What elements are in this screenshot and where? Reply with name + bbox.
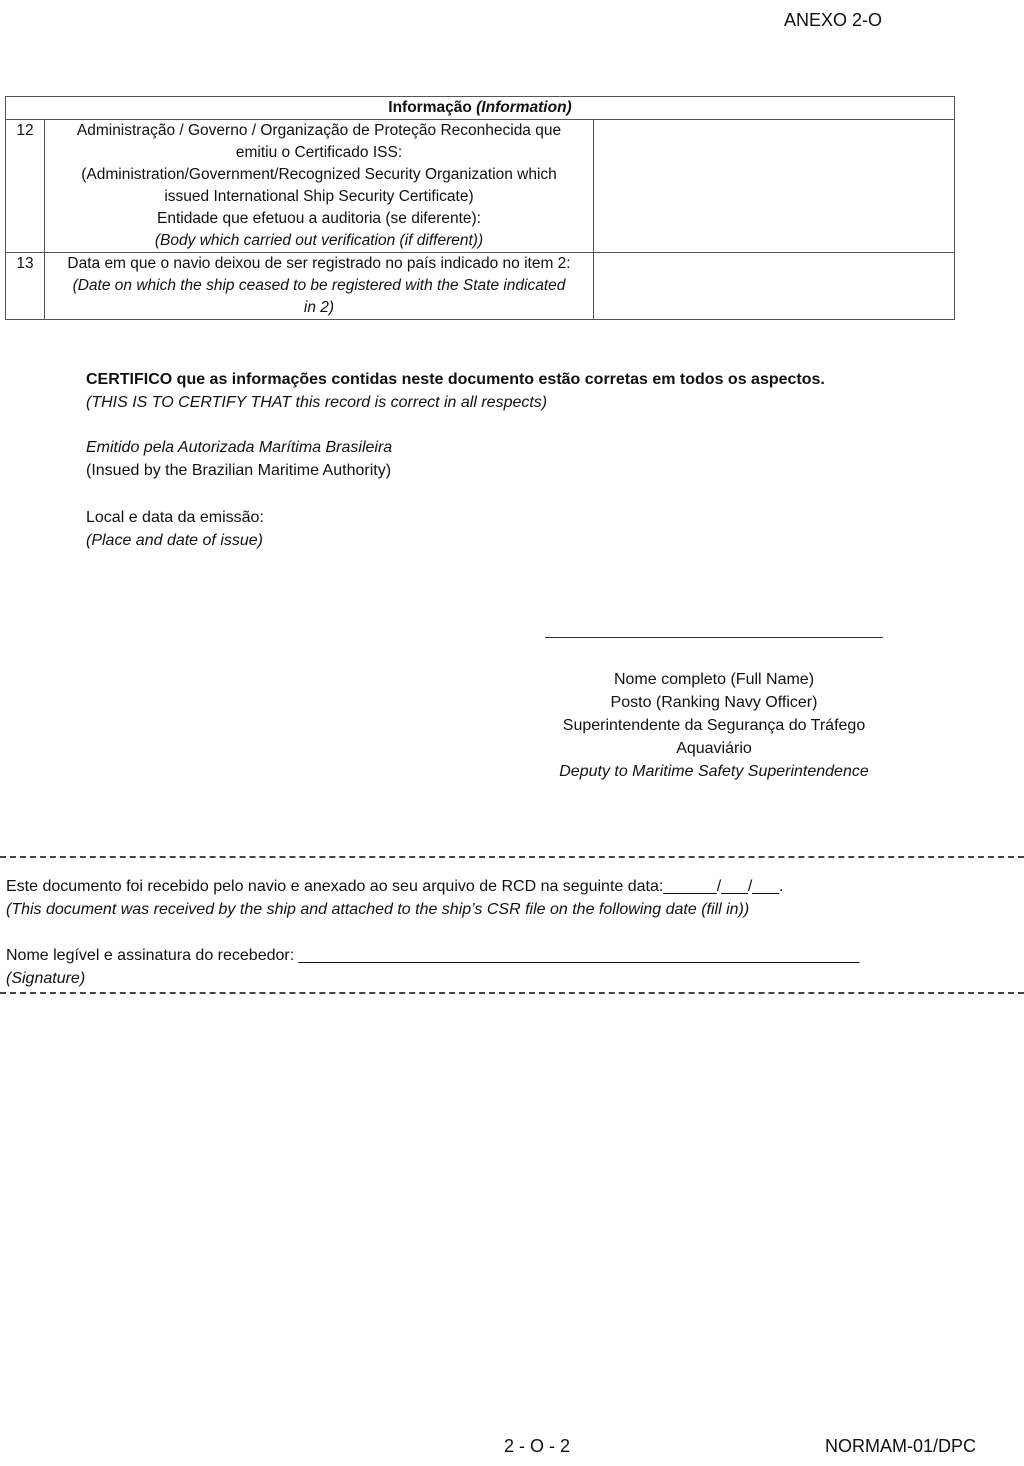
row-number: 13 xyxy=(6,253,45,320)
row-value-cell[interactable] xyxy=(594,120,955,253)
row-line: Administração / Governo / Organização de Proteção Reconhecida que xyxy=(76,122,562,139)
row-line: Entidade que efetuou a auditoria (se diferente): xyxy=(156,210,481,227)
title-line-1: Superintendente da Segurança do Tráfego xyxy=(562,717,866,734)
receiver-signature-en: (Signature) xyxy=(6,970,86,987)
receiver-signature xyxy=(6,944,859,990)
row-line: in 2) xyxy=(303,299,335,316)
row-number: 12 xyxy=(6,120,45,253)
receiver-signature-pt: Nome legível e assinatura do recebedor: _______________________________________________________________ xyxy=(6,947,860,964)
title-line-2: Aquaviário xyxy=(676,740,752,757)
row-description xyxy=(45,120,594,253)
table-row-13 xyxy=(6,253,955,320)
issued-by-pt: Emitido pela Autorizada Marítima Brasileira xyxy=(86,439,393,456)
cut-line-top xyxy=(0,856,1024,858)
place-date-en: (Place and date of issue) xyxy=(86,532,263,549)
information-table xyxy=(5,96,955,320)
row-line: issued International Ship Security Certificate) xyxy=(164,188,474,205)
place-and-date xyxy=(86,506,264,552)
certify-pt: CERTIFICO que as informações contidas neste documento estão corretas em todos os aspectos. xyxy=(86,371,825,388)
document-code: NORMAM-01/DPC xyxy=(825,1436,977,1456)
row-description xyxy=(45,253,594,320)
receipt-pt: Este documento foi recebido pelo navio e anexado ao seu arquivo de RCD na seguinte data:______/___/___. xyxy=(6,878,784,895)
signature-block xyxy=(530,668,898,783)
row-line: emitiu o Certificado ISS: xyxy=(235,144,403,161)
row-line: (Date on which the ship ceased to be registered with the State indicated xyxy=(72,277,566,294)
receipt-en: (This document was received by the ship and attached to the ship’s CSR file on the following date (fill in)) xyxy=(6,901,750,918)
issued-by-en: (Insued by the Brazilian Maritime Authority) xyxy=(86,462,392,479)
issued-by xyxy=(86,436,392,482)
certification-statement xyxy=(86,368,825,414)
table-header-pt: Informação xyxy=(388,99,477,116)
full-name-label: Nome completo (Full Name) xyxy=(613,671,815,688)
table-header-row xyxy=(6,97,955,120)
row-line: Data em que o navio deixou de ser registrado no país indicado no item 2: xyxy=(67,255,571,272)
table-header xyxy=(6,97,955,120)
receipt-date xyxy=(6,875,783,921)
row-line: (Administration/Government/Recognized Security Organization which xyxy=(81,166,557,183)
page-number: 2 - O - 2 xyxy=(504,1436,571,1456)
cut-line-bottom xyxy=(0,992,1024,994)
table-header-en: (Information) xyxy=(476,99,572,116)
row-value-cell[interactable] xyxy=(594,253,955,320)
signature-line[interactable] xyxy=(545,637,883,638)
certify-en: (THIS IS TO CERTIFY THAT this record is correct in all respects) xyxy=(86,394,548,411)
row-line: (Body which carried out verification (if different)) xyxy=(154,232,484,249)
title-en: Deputy to Maritime Safety Superintendence xyxy=(559,763,869,780)
rank-label: Posto (Ranking Navy Officer) xyxy=(610,694,818,711)
annex-label: ANEXO 2-O xyxy=(784,10,883,30)
table-row-12 xyxy=(6,120,955,253)
place-date-pt: Local e data da emissão: xyxy=(86,509,264,526)
